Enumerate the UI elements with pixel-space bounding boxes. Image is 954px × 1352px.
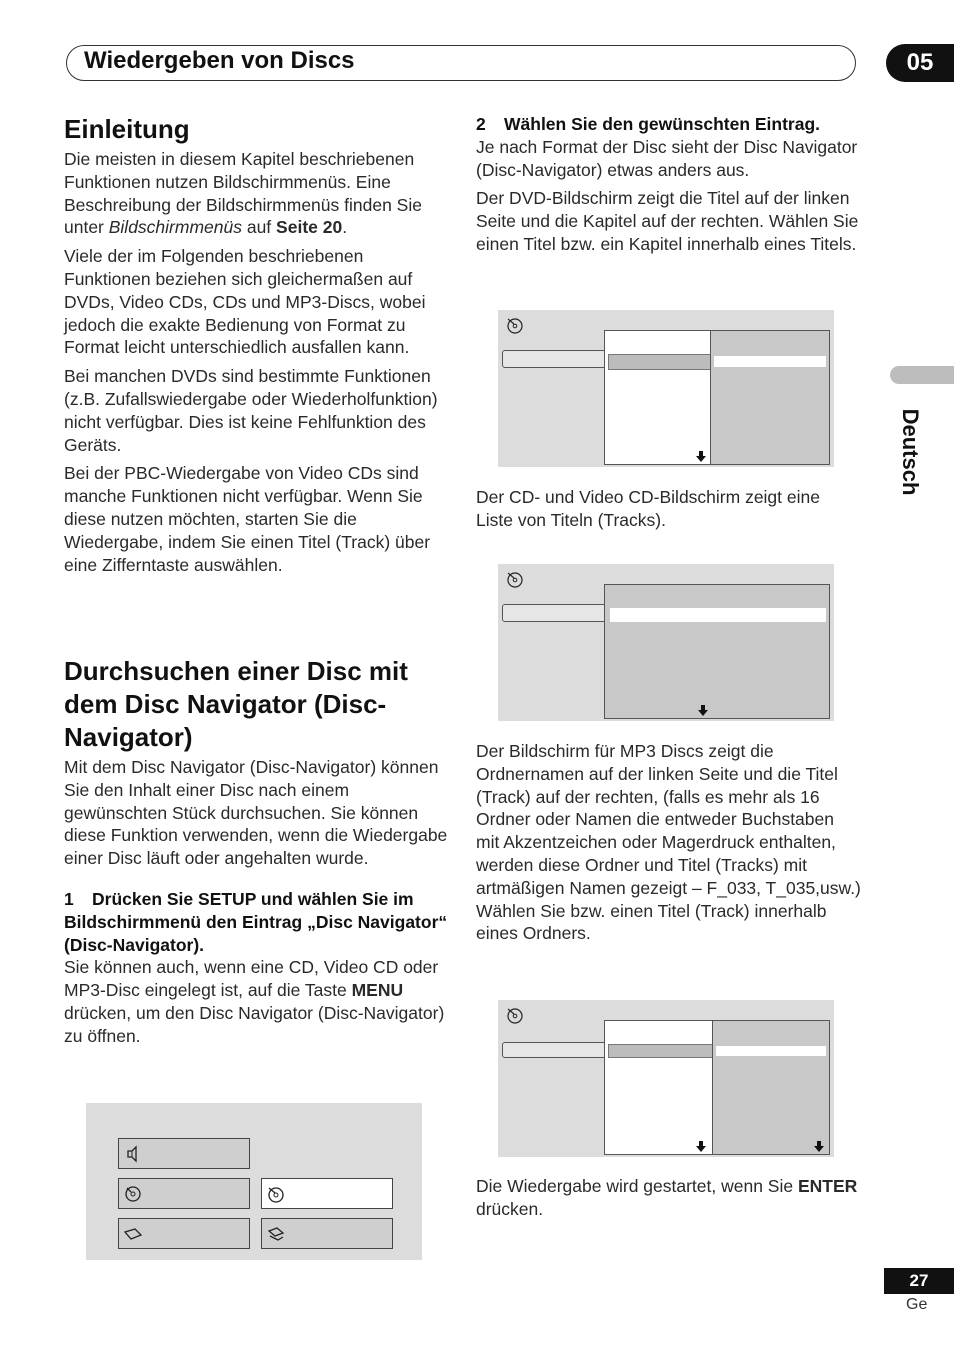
enter-text-2: drücken. [476,1198,544,1219]
step-1 [64,888,449,956]
step-2-paragraph-1: Je nach Format der Disc sieht der Disc Navigator (Disc-Navigator) etwas anders aus. [476,136,858,180]
menu-button-setup [261,1218,393,1249]
selected-track-row [716,1046,826,1056]
enter-text: Die Wiedergabe wird gestartet, wenn Sie [476,1176,798,1196]
intro-paragraph-2: Viele der im Folgenden beschriebenen Funktionen beziehen sich gleichermaßen auf DVDs, Video CDs, CDs und MP3-Discs, wobei jedoch die exakte Bedienung von Format zu Format leicht unterschiedlich ausfallen kann. [64,246,426,358]
step-1-text-2: drücken, um den Disc Navigator (Disc-Navigator) zu öffnen. [64,1002,445,1046]
step-2-number: 2 [476,114,486,134]
left-column-lower [64,655,449,1054]
step-2-paragraph-2: Der DVD-Bildschirm zeigt die Titel auf der linken Seite und die Kapitel auf der rechten. Wählen Sie einen Titel bzw. ein Kapitel innerhalb eines Titels. [476,188,859,254]
mp3-paragraph-2: Wählen Sie bzw. einen Titel (Track) innerhalb eines Ordners. [476,900,827,944]
intro-p1-text-2: auf [241,217,277,238]
track-list-panel [712,1020,830,1155]
menu-button-audio [118,1138,250,1169]
menu-key-label: MENU [351,980,404,1001]
setup-menu-screen [86,1103,422,1260]
dvd-navigator-screen [498,310,834,467]
disc-navigator-heading: Durchsuchen einer Disc mit dem Disc Navigator (Disc-Navigator) [64,656,408,752]
step-1-title: Drücken Sie SETUP und wählen Sie im Bildschirmmenü den Eintrag „Disc Navigator“ (Disc-Navigator). [64,888,448,955]
side-language-label: Deutsch [898,408,923,496]
disc-navigator-paragraph: Mit dem Disc Navigator (Disc-Navigator) können Sie den Inhalt einer Disc nach einem gewünschten Stück durchsuchen. Sie können diese Funktion verwenden, wenn die Wiedergabe einer Disc läuft oder angehalten wurde. [64,757,448,869]
intro-p1-end: . [342,217,348,238]
track-list-panel [604,584,830,719]
intro-paragraph-1 [64,148,449,239]
folder-list-panel [604,1020,714,1155]
step-1-paragraph [64,956,449,1047]
intro-paragraph-3: Bei manchen DVDs sind bestimmte Funktionen (z.B. Zufallswiedergabe oder Wiederholfunktion) nicht verfügbar. Dies ist keine Fehlfunktion des Geräts. [64,366,438,455]
disc-icon [123,1184,143,1204]
navigator-label-tab [502,350,606,368]
right-column [476,113,861,262]
disc-navigator-icon [506,1006,524,1024]
enter-paragraph [476,1175,861,1221]
selected-chapter-row [714,356,826,367]
enter-description [476,1175,861,1227]
scroll-down-arrow-icon [696,456,706,462]
cd-description [476,486,861,538]
disc-navigator-icon [506,570,524,588]
title-list-panel [604,330,712,465]
intro-heading: Einleitung [64,114,190,144]
page-number: 27 [884,1268,954,1294]
disc-navigator-icon [266,1184,286,1204]
disc-navigator-icon [506,316,524,334]
track-scroll-down-arrow-icon [814,1146,824,1152]
intro-paragraph-4: Bei der PBC-Wiedergabe von Video CDs sind manche Funktionen nicht verfügbar. Wenn Sie diese nutzen möchten, starten Sie die Wiedergabe, indem Sie einen Titel (Track) über eine Zifferntaste auswählen. [64,463,431,575]
menu-button-disc [118,1178,250,1209]
scroll-down-arrow-icon [698,710,708,716]
selected-folder-row [608,1044,714,1058]
folder-scroll-down-arrow-icon [696,1146,706,1152]
side-language-tab [880,399,940,499]
intro-p1-italic: Bildschirmmenüs [108,217,242,238]
cd-navigator-screen [498,564,834,721]
step-2 [476,113,861,136]
navigator-label-tab [502,1042,606,1058]
chapter-list-panel [710,330,830,465]
menu-button-disc-navigator [261,1178,393,1209]
tag-icon [123,1224,143,1244]
cd-paragraph: Der CD- und Video CD-Bildschirm zeigt eine Liste von Titeln (Tracks). [476,487,820,530]
step-1-number: 1 [64,888,74,909]
page-reference: Seite 20 [276,217,343,238]
navigator-label-tab [502,604,606,622]
section-title: Wiedergeben von Discs [84,47,355,74]
selected-track-row [610,608,826,622]
mp3-description [476,740,861,951]
step-1-text: Sie können auch, wenn eine CD, Video CD oder MP3-Disc eingelegt ist, auf die Taste [64,957,439,1001]
side-tab-marker [890,366,954,384]
mp3-navigator-screen [498,1000,834,1157]
left-column [64,113,449,582]
mp3-paragraph: Der Bildschirm für MP3 Discs zeigt die Ordnernamen auf der linken Seite und die Titel (Track) auf der rechten, (falls es mehr als 16 Ordner oder Namen die entweder Buchstaben mit Akzentzeichen oder Magerdruck enthalten, werden diese Ordner und Titel (Tracks) mit artmäßigen Namen gezeigt – F_033, T_035,usw.) [476,741,861,898]
intro-p1-text: Die meisten in diesem Kapitel beschriebenen Funktionen nutzen Bildschirmmenüs. Eine Beschreibung der Bildschirmmenüs finden Sie unter [64,149,422,238]
menu-button-video [118,1218,250,1249]
settings-icon [266,1224,286,1244]
chapter-number: 05 [886,44,954,82]
speaker-icon [123,1144,143,1164]
page-language-code: Ge [906,1296,928,1313]
step-2-title: Wählen Sie den gewünschten Eintrag. [504,114,821,134]
enter-key-label: ENTER [797,1176,858,1196]
selected-title-row [608,354,712,370]
